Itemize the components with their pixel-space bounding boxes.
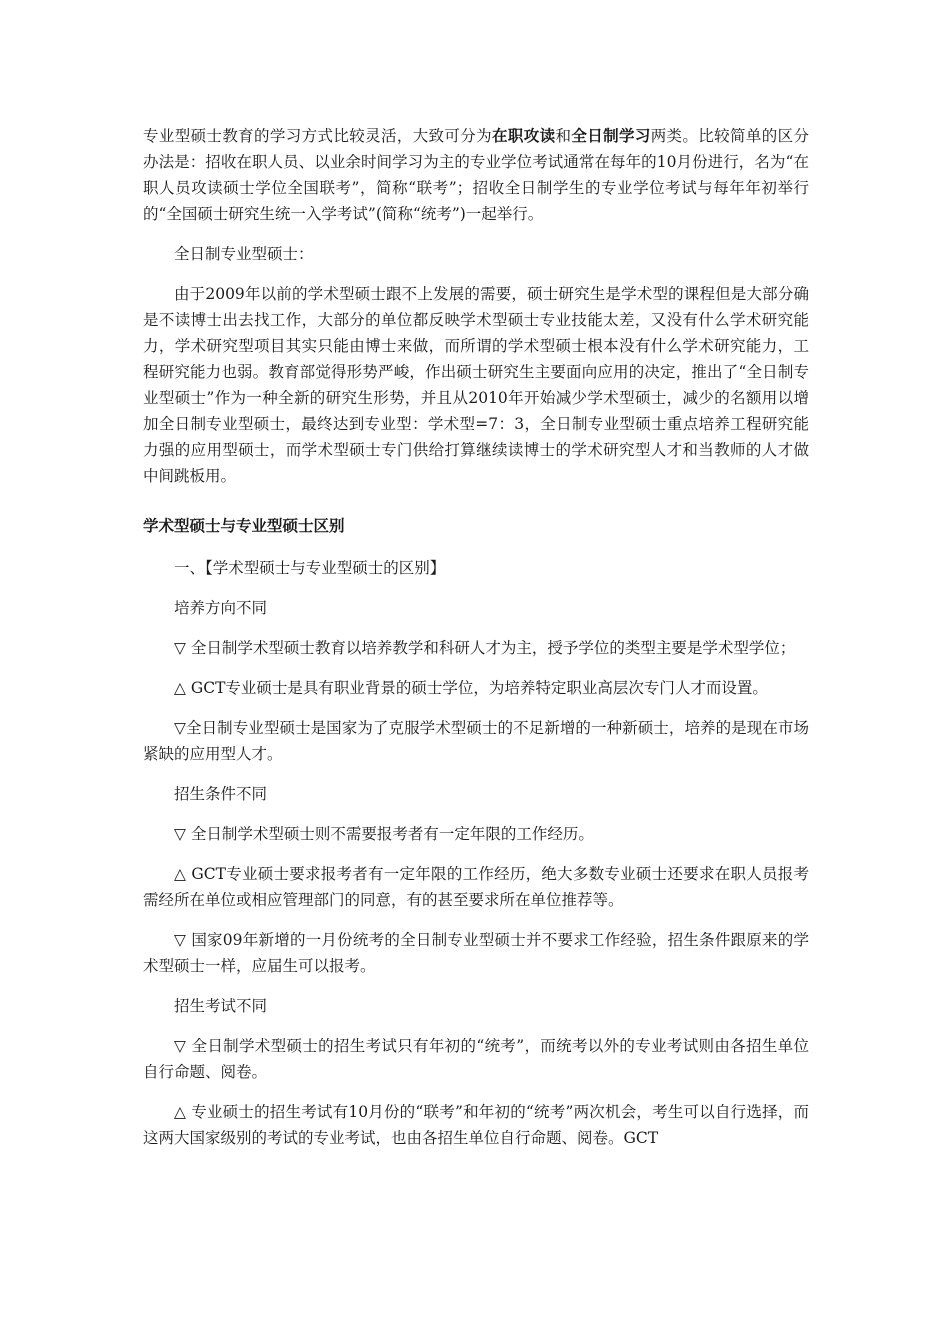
list-item: ▽ 全日制学术型硕士则不需要报考者有一定年限的工作经历。 <box>174 825 594 843</box>
intro-bold-2: 全日制学习 <box>571 127 651 145</box>
intro-text-2: 和 <box>555 127 572 145</box>
intro-paragraph <box>143 123 809 227</box>
section-heading: 学术型硕士与专业型硕士区别 <box>143 517 345 535</box>
sub-heading: 一、【学术型硕士与专业型硕士的区别】 <box>174 559 446 577</box>
intro-bold-1: 在职攻读 <box>492 127 556 145</box>
list-item: ▽ 全日制学术型硕士的招生考试只有年初的“统考”，而统考以外的专业考试则由各招生单位自行命题、阅卷。 <box>143 1037 809 1081</box>
history-paragraph: 由于2009年以前的学术型硕士跟不上发展的需要，硕士研究生是学术型的课程但是大部分确是不读博士出去找工作，大部分的单位都反映学术型硕士专业技能太差，又没有什么学术研究能力，学术研究型项目其实只能由博士来做，而所谓的学术型硕士根本没有什么学术研究能力，工程研究能力也弱。教育部觉得形势严峻，作出硕士研究生主要面向应用的决定，推出了“全日制专业型硕士”作为一种全新的研究生形势，并且从2010年开始减少学术型硕士，减少的名额用以增加全日制专业型硕士，最终达到专业型：学术型=7：3，全日制专业型硕士重点培养工程研究能力强的应用型硕士，而学术型硕士专门供给打算继续读博士的学术研究型人才和当教师的人才做中间跳板用。 <box>143 285 809 485</box>
document-body <box>143 123 809 1165</box>
list-item: △ GCT专业硕士是具有职业背景的硕士学位，为培养特定职业高层次专门人才而设置。 <box>174 679 768 697</box>
intro-text-3: 两类。比较简单的区分办法是：招收在职人员、以业余时间学习为主的专业学位考试通常在每年的10月份进行，名为“在职人员攻读硕士学位全国联考”，简称“联考”；招收全日制学生的专业学位考试与每年年初举行的“全国硕士研究生统一入学考试”(简称“统考”)一起举行。 <box>143 127 809 223</box>
list-item: △ GCT专业硕士要求报考者有一定年限的工作经历，绝大多数专业硕士还要求在职人员报考需经所在单位或相应管理部门的同意，有的甚至要求所在单位推荐等。 <box>143 865 809 909</box>
group-title-training: 培养方向不同 <box>174 599 268 617</box>
group-title-admission: 招生条件不同 <box>174 785 268 803</box>
list-item: ▽ 国家09年新增的一月份统考的全日制专业型硕士并不要求工作经验，招生条件跟原来的学术型硕士一样，应届生可以报考。 <box>143 931 809 975</box>
list-item: ▽ 全日制学术型硕士教育以培养教学和科研人才为主，授予学位的类型主要是学术型学位； <box>174 639 796 657</box>
fulltime-label: 全日制专业型硕士： <box>174 245 314 263</box>
group-title-exam: 招生考试不同 <box>174 997 268 1015</box>
list-item: △ 专业硕士的招生考试有10月份的“联考”和年初的“统考”两次机会，考生可以自行选择，而这两大国家级别的考试的专业考试，也由各招生单位自行命题、阅卷。GCT <box>143 1103 809 1147</box>
intro-text-1: 专业型硕士教育的学习方式比较灵活，大致可分为 <box>143 127 493 145</box>
list-item: ▽全日制专业型硕士是国家为了克服学术型硕士的不足新增的一种新硕士，培养的是现在市场紧缺的应用型人才。 <box>143 719 809 763</box>
